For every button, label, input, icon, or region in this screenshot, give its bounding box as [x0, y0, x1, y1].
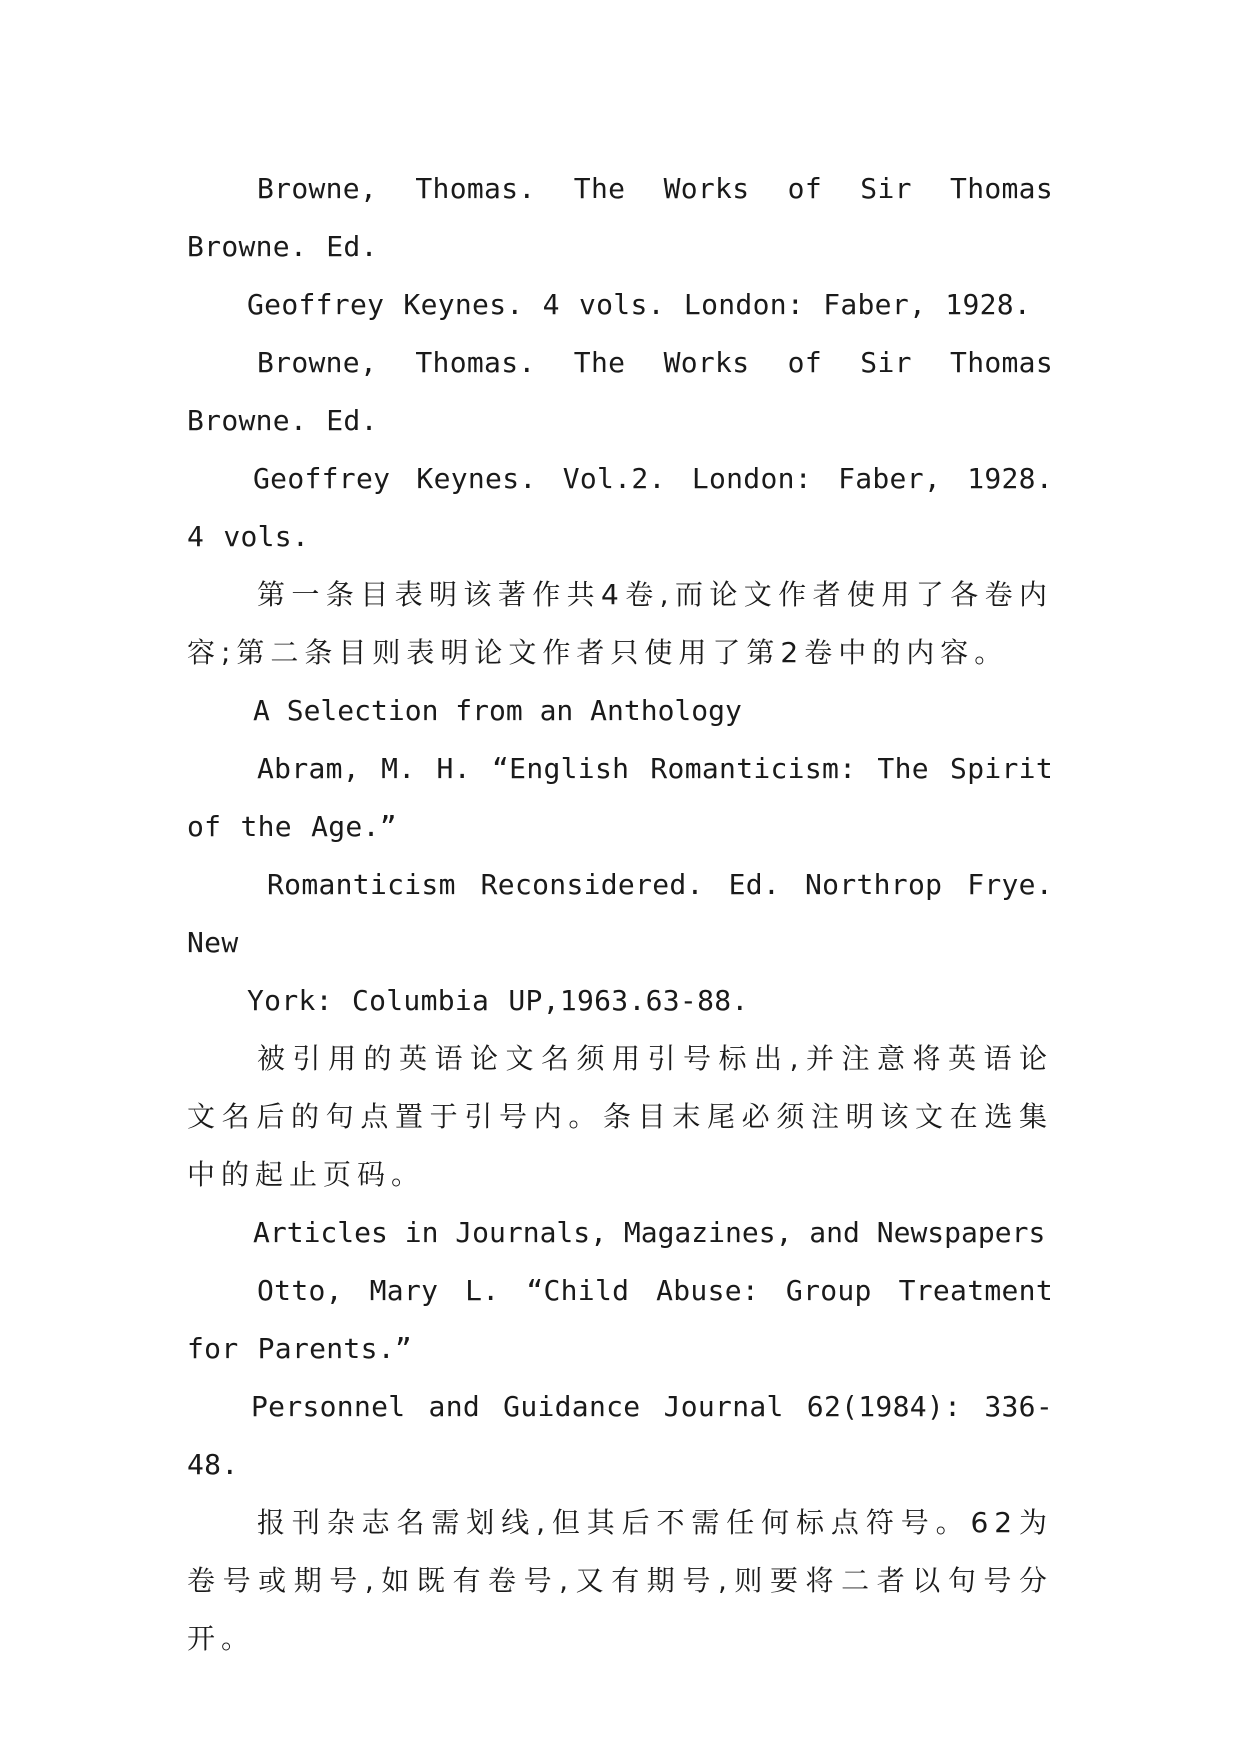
note-volumes: 第一条目表明该著作共4卷,而论文作者使用了各卷内容;第二条目则表明论文作者只使用了第2卷中的内容。	[187, 578, 1053, 669]
citation-otto-line-2: Personnel and Guidance Journal 62(1984): 336-48.	[187, 1390, 1053, 1481]
citation-browne-2-line-1: Browne, Thomas. The Works of Sir Thomas Browne. Ed.	[187, 346, 1053, 437]
note-quotation-marks: 被引用的英语论文名须用引号标出,并注意将英语论文名后的句点置于引号内。条目末尾必须注明该文在选集中的起止页码。	[187, 1042, 1053, 1191]
citation-abram-line-1: Abram, M. H. “English Romanticism: The Spirit of the Age.”	[187, 752, 1053, 843]
citation-browne-1-line-2: Geoffrey Keynes. 4 vols. London: Faber, 1928.	[247, 288, 1032, 321]
citation-abram-line-2: Romanticism Reconsidered. Ed. Northrop Frye. New	[187, 868, 1053, 959]
note-journal-names: 报刊杂志名需划线,但其后不需任何标点符号。62为卷号或期号,如既有卷号,又有期号,则要将二者以句号分开。	[187, 1506, 1053, 1655]
section-heading-articles: Articles in Journals, Magazines, and Newspapers	[253, 1216, 1046, 1249]
document-page	[187, 160, 1053, 1668]
citation-abram-line-3: York: Columbia UP,1963.63-88.	[247, 984, 749, 1017]
citation-browne-2-line-2: Geoffrey Keynes. Vol.2. London: Faber, 1928. 4 vols.	[187, 462, 1053, 553]
citation-otto-line-1: Otto, Mary L. “Child Abuse: Group Treatment for Parents.”	[187, 1274, 1053, 1365]
citation-browne-1-line-1: Browne, Thomas. The Works of Sir Thomas Browne. Ed.	[187, 172, 1053, 263]
section-heading-anthology: A Selection from an Anthology	[253, 694, 742, 727]
